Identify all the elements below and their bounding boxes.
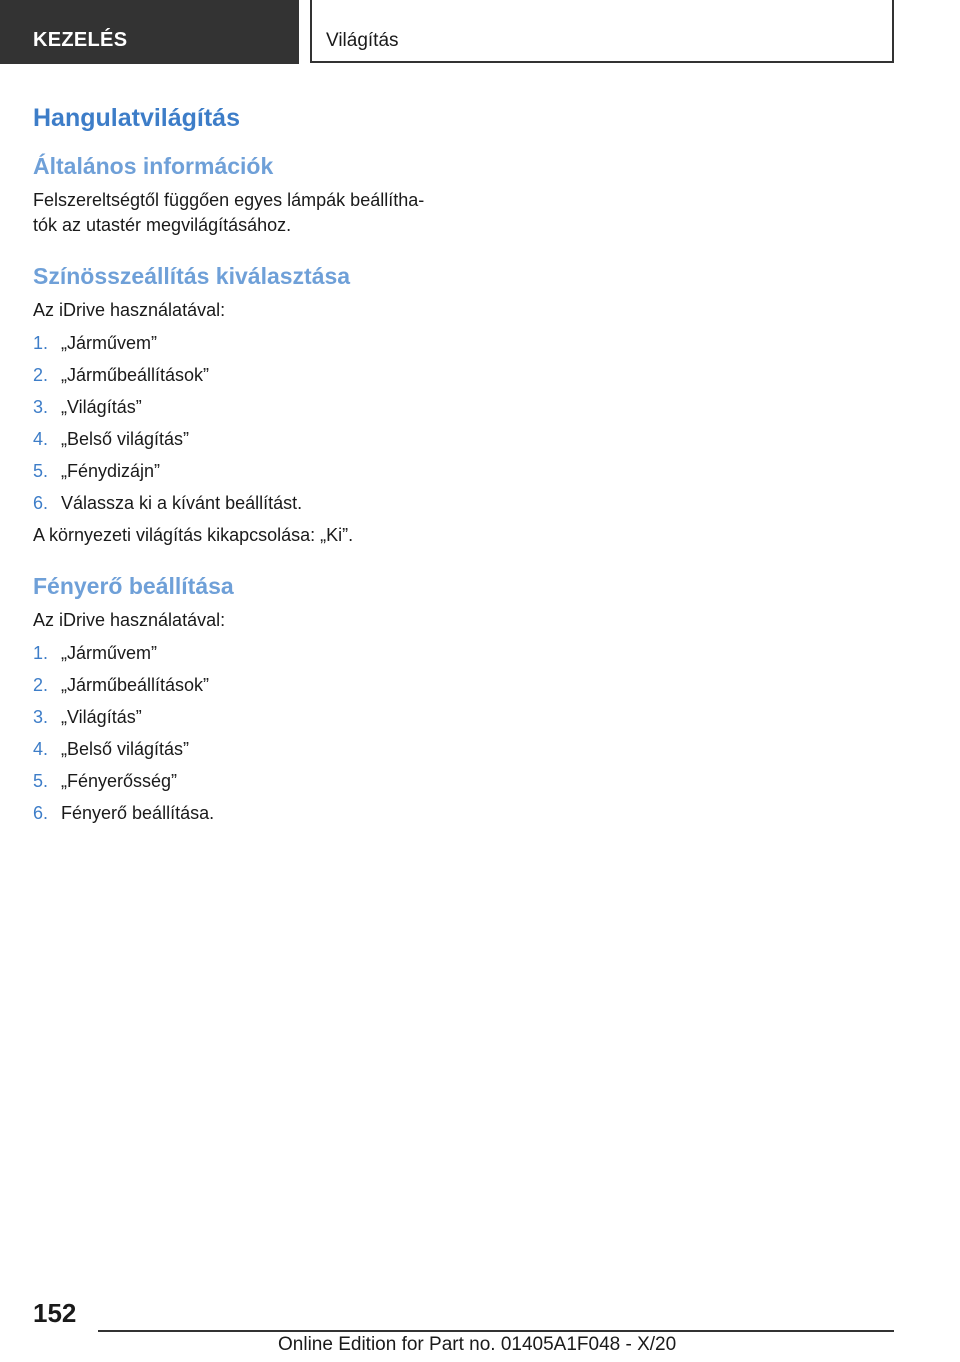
step-number: 5. xyxy=(33,771,49,791)
step-number: 2. xyxy=(33,365,49,385)
step-number: 6. xyxy=(33,493,49,513)
brightness-intro: Az iDrive használatával: xyxy=(33,610,226,630)
chapter-tab xyxy=(310,0,894,63)
page-content xyxy=(33,100,473,833)
step-text: „Járműbeállítások” xyxy=(61,365,210,385)
step-number: 3. xyxy=(33,397,49,417)
step-number: 1. xyxy=(33,333,49,353)
general-heading: Általános információk xyxy=(33,153,274,179)
step-text: „Járművem” xyxy=(61,333,158,353)
step-text: „Járműbeállítások” xyxy=(61,675,210,695)
step-number: 4. xyxy=(33,739,49,759)
color-selection-note: A környezeti világítás kikapcsolása: „Ki”. xyxy=(33,525,354,545)
section-label: KEZELÉS xyxy=(33,29,128,51)
list-item xyxy=(33,491,473,523)
step-text: „Belső világítás” xyxy=(61,739,190,759)
general-text-line2: tók az utastér megvilágításához. xyxy=(33,215,292,235)
list-item xyxy=(33,427,473,459)
step-text: „Fényerősség” xyxy=(61,771,178,791)
step-text: Válassza ki a kívánt beállítást. xyxy=(61,493,303,513)
page-number: 152 xyxy=(33,1298,77,1328)
list-item xyxy=(33,395,473,427)
step-text: „Belső világítás” xyxy=(61,429,190,449)
list-item xyxy=(33,673,473,705)
list-item xyxy=(33,769,473,801)
general-text-line1: Felszereltségtől függően egyes lámpák beállítha- xyxy=(33,190,425,210)
color-selection-steps xyxy=(33,331,473,523)
step-number: 3. xyxy=(33,707,49,727)
edition-text: Online Edition for Part no. 01405A1F048 - X/20 xyxy=(278,1334,677,1355)
step-number: 1. xyxy=(33,643,49,663)
color-selection-intro: Az iDrive használatával: xyxy=(33,300,226,320)
list-item xyxy=(33,737,473,769)
footer-divider xyxy=(98,1330,894,1332)
color-selection-heading: Színösszeállítás kiválasztása xyxy=(33,263,351,289)
step-number: 4. xyxy=(33,429,49,449)
list-item xyxy=(33,801,473,833)
step-text: „Járművem” xyxy=(61,643,158,663)
step-number: 2. xyxy=(33,675,49,695)
list-item xyxy=(33,705,473,737)
step-text: „Fénydizájn” xyxy=(61,461,161,481)
brightness-heading: Fényerő beállítása xyxy=(33,573,234,599)
page-title: Hangulatvilágítás xyxy=(33,104,240,132)
step-text: „Világítás” xyxy=(61,397,142,417)
list-item xyxy=(33,331,473,363)
list-item xyxy=(33,459,473,491)
list-item xyxy=(33,363,473,395)
chapter-label: Világítás xyxy=(326,30,399,51)
step-number: 6. xyxy=(33,803,49,823)
step-text: Fényerő beállítása. xyxy=(61,803,215,823)
step-text: „Világítás” xyxy=(61,707,142,727)
step-number: 5. xyxy=(33,461,49,481)
section-tab xyxy=(0,0,299,64)
list-item xyxy=(33,641,473,673)
brightness-steps xyxy=(33,641,473,833)
